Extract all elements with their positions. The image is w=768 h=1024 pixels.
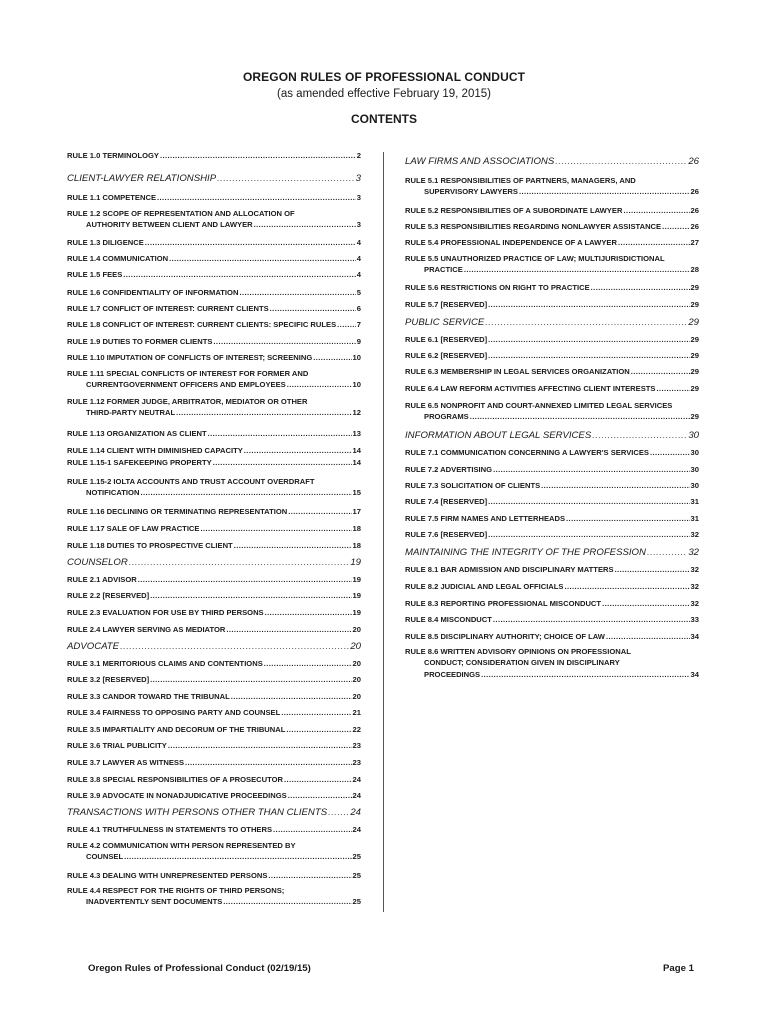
toc-entry	[67, 885, 361, 908]
toc-entry-title: RULE 6.3 MEMBERSHIP IN LEGAL SERVICES ORGANIZATION	[405, 367, 630, 376]
toc-entry	[67, 303, 361, 314]
toc-page-number: 19	[350, 557, 361, 568]
toc-entry	[405, 253, 699, 276]
toc-entry	[405, 205, 699, 216]
dot-leader	[281, 707, 351, 718]
dot-leader	[208, 428, 352, 439]
dot-leader	[157, 192, 356, 203]
dot-leader	[631, 366, 690, 377]
toc-entry-title: RULE 8.1 BAR ADMISSION AND DISCIPLINARY MATTERS	[405, 565, 614, 574]
toc-entry-title: RULE 7.3 SOLICITATION OF CLIENTS	[405, 481, 541, 490]
toc-entry	[405, 529, 699, 540]
toc-entry-title: RULE 5.2 RESPONSIBILITIES OF A SUBORDINATE LAWYER	[405, 206, 623, 215]
dot-leader	[481, 669, 689, 680]
dot-leader	[273, 824, 352, 835]
dot-leader	[150, 674, 351, 685]
toc-entry	[405, 383, 699, 394]
toc-entry-title: RULE 1.0 TERMINOLOGY	[67, 151, 159, 160]
toc-entry	[67, 790, 361, 801]
toc-page-number: 6	[356, 304, 361, 313]
dot-leader	[169, 253, 356, 264]
toc-entry-title: RULE 2.3 EVALUATION FOR USE BY THIRD PERSONS	[67, 608, 264, 617]
toc-page-number: 29	[690, 300, 699, 309]
toc-entry	[405, 464, 699, 475]
dot-leader	[217, 172, 355, 185]
toc-page-number: 20	[352, 659, 361, 668]
toc-entry	[67, 368, 361, 391]
toc-entry-title: RULE 1.15-2 IOLTA ACCOUNTS AND TRUST ACCOUNT OVERDRAFT	[67, 477, 315, 486]
dot-leader	[124, 851, 351, 862]
column-divider	[383, 152, 384, 912]
dot-leader	[239, 287, 355, 298]
page-number: Page 1	[663, 963, 694, 974]
toc-entry	[67, 824, 361, 835]
dot-leader	[168, 740, 352, 751]
dot-leader	[244, 445, 352, 456]
toc-section-heading	[405, 429, 699, 442]
toc-page-number: 33	[690, 615, 699, 624]
toc-entry-title: INADVERTENTLY SENT DOCUMENTS	[86, 897, 223, 907]
toc-page-number: 29	[690, 335, 699, 344]
toc-page-number: 30	[690, 481, 699, 490]
toc-entry	[67, 428, 361, 439]
toc-entry-title: RULE 2.2 [RESERVED]	[67, 591, 150, 600]
toc-entry	[405, 646, 699, 680]
dot-leader	[519, 186, 690, 197]
dot-leader	[213, 457, 352, 468]
toc-entry-title: RULE 1.1 COMPETENCE	[67, 193, 157, 202]
toc-entry-title: CURRENTGOVERNMENT OFFICERS AND EMPLOYEES	[86, 380, 286, 390]
dot-leader	[618, 237, 690, 248]
toc-page-number: 13	[352, 429, 361, 438]
dot-leader	[145, 237, 356, 248]
dot-leader	[488, 350, 689, 361]
dot-leader	[565, 581, 690, 592]
toc-entry-title: RULE 1.13 ORGANIZATION AS CLIENT	[67, 429, 207, 438]
toc-entry	[67, 237, 361, 248]
dot-leader	[488, 334, 689, 345]
toc-entry-title: RULE 1.5 FEES	[67, 270, 123, 279]
dot-leader	[650, 447, 690, 458]
toc-entry-title: RULE 3.2 [RESERVED]	[67, 675, 150, 684]
toc-page-number: 14	[352, 458, 361, 467]
toc-entry-title: RULE 7.2 ADVERTISING	[405, 465, 493, 474]
toc-page-number: 24	[350, 807, 361, 818]
toc-page-number: 26	[690, 222, 699, 231]
toc-entry-title: MAINTAINING THE INTEGRITY OF THE PROFESSION	[405, 547, 646, 558]
toc-entry-title: ADVOCATE	[67, 641, 120, 652]
dot-leader	[485, 316, 687, 329]
dot-leader	[150, 590, 351, 601]
toc-entry	[405, 631, 699, 642]
toc-page-number: 31	[690, 514, 699, 523]
dot-leader	[129, 556, 350, 569]
toc-page-number: 29	[690, 367, 699, 376]
toc-entry-title: RULE 5.6 RESTRICTIONS ON RIGHT TO PRACTICE	[405, 283, 590, 292]
dot-leader	[662, 221, 689, 232]
toc-entry-title: RULE 1.4 COMMUNICATION	[67, 254, 169, 263]
dot-leader	[591, 282, 690, 293]
dot-leader	[234, 540, 352, 551]
toc-entry	[405, 581, 699, 592]
dot-leader	[606, 631, 690, 642]
toc-page-number: 25	[352, 852, 361, 862]
toc-entry-title: RULE 6.2 [RESERVED]	[405, 351, 488, 360]
toc-entry	[67, 336, 361, 347]
toc-entry	[67, 523, 361, 534]
dot-leader	[213, 336, 355, 347]
toc-page-number: 12	[352, 408, 361, 418]
dot-leader	[138, 574, 352, 585]
toc-entry-title: RULE 4.4 RESPECT FOR THE RIGHTS OF THIRD PERSONS;	[67, 886, 285, 895]
toc-entry	[67, 506, 361, 517]
toc-entry-title: RULE 7.5 FIRM NAMES AND LETTERHEADS	[405, 514, 566, 523]
dot-leader	[231, 691, 352, 702]
toc-entry	[405, 480, 699, 491]
dot-leader	[288, 506, 351, 517]
toc-entry	[67, 208, 361, 231]
toc-page-number: 17	[352, 507, 361, 516]
toc-entry-title: RULE 5.4 PROFESSIONAL INDEPENDENCE OF A LAWYER	[405, 238, 617, 247]
toc-page-number: 26	[690, 187, 699, 197]
toc-entry-title: RULE 1.6 CONFIDENTIALITY OF INFORMATION	[67, 288, 239, 297]
dot-leader	[337, 319, 356, 330]
dot-leader	[123, 269, 355, 280]
dot-leader	[656, 383, 689, 394]
toc-entry-title: RULE 5.3 RESPONSIBILITIES REGARDING NONLAWYER ASSISTANCE	[405, 222, 662, 231]
toc-entry	[405, 334, 699, 345]
toc-page-number: 3	[356, 193, 361, 202]
toc-entry-title: RULE 1.18 DUTIES TO PROSPECTIVE CLIENT	[67, 541, 233, 550]
toc-entry	[67, 192, 361, 203]
toc-entry	[67, 352, 361, 363]
toc-page-number: 4	[356, 238, 361, 247]
toc-page-number: 20	[352, 625, 361, 634]
toc-page-number: 30	[690, 448, 699, 457]
toc-page-number: 5	[356, 288, 361, 297]
toc-entry-title: RULE 3.3 CANDOR TOWARD THE TRIBUNAL	[67, 692, 230, 701]
toc-entry-title: RULE 6.4 LAW REFORM ACTIVITIES AFFECTING CLIENT INTERESTS	[405, 384, 656, 393]
toc-page-number: 26	[688, 156, 699, 167]
dot-leader	[566, 513, 690, 524]
toc-entry-title: RULE 3.7 LAWYER AS WITNESS	[67, 758, 185, 767]
toc-entry	[67, 540, 361, 551]
dot-leader	[615, 564, 690, 575]
toc-page-number: 32	[690, 599, 699, 608]
document-subtitle: (as amended effective February 19, 2015)	[277, 88, 491, 100]
toc-page-number: 32	[690, 530, 699, 539]
dot-leader	[140, 487, 351, 498]
toc-entry	[405, 598, 699, 609]
toc-entry	[67, 658, 361, 669]
toc-entry-title: THIRD-PARTY NEUTRAL	[86, 408, 176, 418]
toc-page-number: 27	[690, 238, 699, 247]
toc-entry	[67, 590, 361, 601]
toc-entry-title: RULE 8.6 WRITTEN ADVISORY OPINIONS ON PROFESSIONAL	[405, 647, 631, 656]
toc-page-number: 19	[352, 575, 361, 584]
toc-page-number: 3	[355, 173, 361, 184]
toc-entry	[405, 496, 699, 507]
toc-section-heading	[67, 172, 361, 185]
toc-entry	[405, 564, 699, 575]
toc-entry	[67, 287, 361, 298]
dot-leader	[313, 352, 351, 363]
toc-page-number: 24	[352, 775, 361, 784]
dot-leader	[226, 624, 351, 635]
toc-page-number: 23	[352, 741, 361, 750]
toc-entry	[67, 319, 361, 330]
toc-entry	[67, 150, 361, 161]
toc-page-number: 24	[352, 825, 361, 834]
toc-entry	[405, 237, 699, 248]
toc-section-heading	[405, 316, 699, 329]
dot-leader	[270, 303, 356, 314]
toc-entry-title: RULE 3.8 SPECIAL RESPONSIBILITIES OF A PROSECUTOR	[67, 775, 284, 784]
toc-page-number: 9	[356, 337, 361, 346]
contents-heading: CONTENTS	[351, 112, 417, 126]
toc-entry	[67, 607, 361, 618]
toc-entry	[67, 574, 361, 585]
toc-entry-title: RULE 1.10 IMPUTATION OF CONFLICTS OF INTEREST; SCREENING	[67, 353, 313, 362]
toc-entry-title: RULE 3.5 IMPARTIALITY AND DECORUM OF THE TRIBUNAL	[67, 725, 286, 734]
footer-title: Oregon Rules of Professional Conduct (02/19/15)	[88, 963, 311, 974]
toc-section-heading	[405, 546, 699, 559]
toc-entry	[67, 253, 361, 264]
toc-entry	[405, 513, 699, 524]
toc-entry-title: RULE 7.1 COMMUNICATION CONCERNING A LAWYER'S SERVICES	[405, 448, 649, 457]
toc-entry	[67, 476, 361, 499]
toc-entry-title: COUNSEL	[86, 852, 124, 862]
toc-page-number: 14	[352, 446, 361, 455]
toc-section-heading	[405, 155, 699, 168]
toc-entry	[67, 396, 361, 419]
toc-section-heading	[67, 556, 361, 569]
toc-entry-title: RULE 5.7 [RESERVED]	[405, 300, 488, 309]
dot-leader	[176, 407, 351, 418]
toc-entry-title: RULE 3.9 ADVOCATE IN NONADJUDICATIVE PROCEEDINGS	[67, 791, 287, 800]
toc-page-number: 3	[356, 220, 361, 230]
toc-entry	[405, 400, 699, 423]
toc-entry-title: AUTHORITY BETWEEN CLIENT AND LAWYER	[86, 220, 253, 230]
toc-entry-title: RULE 1.9 DUTIES TO FORMER CLIENTS	[67, 337, 213, 346]
dot-leader	[223, 896, 351, 907]
toc-entry	[67, 674, 361, 685]
dot-leader	[265, 607, 352, 618]
toc-entry-title: RULE 2.1 ADVISOR	[67, 575, 137, 584]
toc-entry	[67, 740, 361, 751]
toc-entry-title: NOTIFICATION	[86, 488, 140, 498]
document-title: OREGON RULES OF PROFESSIONAL CONDUCT	[242, 70, 526, 84]
toc-entry-title: RULE 8.3 REPORTING PROFESSIONAL MISCONDUCT	[405, 599, 602, 608]
dot-leader	[268, 870, 351, 881]
toc-entry-title: PROCEEDINGS	[424, 669, 481, 679]
toc-entry-title: RULE 8.4 MISCONDUCT	[405, 615, 492, 624]
dot-leader	[160, 150, 356, 161]
dot-leader	[555, 155, 687, 168]
toc-entry	[405, 221, 699, 232]
toc-entry	[67, 691, 361, 702]
toc-entry	[67, 457, 361, 468]
dot-leader	[185, 757, 352, 768]
toc-entry-title: RULE 4.3 DEALING WITH UNREPRESENTED PERSONS	[67, 871, 268, 880]
toc-entry	[67, 624, 361, 635]
dot-leader	[120, 640, 349, 653]
toc-entry	[405, 614, 699, 625]
toc-page-number: 21	[352, 708, 361, 717]
toc-entry	[67, 724, 361, 735]
toc-entry-title: SUPERVISORY LAWYERS	[424, 187, 518, 197]
toc-entry-title: PUBLIC SERVICE	[405, 317, 485, 328]
toc-entry-title: RULE 7.6 [RESERVED]	[405, 530, 488, 539]
dot-leader	[488, 299, 689, 310]
toc-page-number: 29	[690, 412, 699, 422]
toc-entry	[67, 707, 361, 718]
toc-entry	[405, 282, 699, 293]
toc-page-number: 30	[688, 430, 699, 441]
toc-entry	[67, 269, 361, 280]
dot-leader	[284, 774, 352, 785]
toc-entry-title: LAW FIRMS AND ASSOCIATIONS	[405, 156, 555, 167]
toc-entry	[67, 870, 361, 881]
toc-section-heading	[67, 806, 361, 819]
toc-entry	[405, 299, 699, 310]
toc-entry	[405, 175, 699, 198]
toc-entry-title: INFORMATION ABOUT LEGAL SERVICES	[405, 430, 592, 441]
dot-leader	[200, 523, 351, 534]
toc-entry-title: RULE 1.7 CONFLICT OF INTEREST: CURRENT CLIENTS	[67, 304, 269, 313]
toc-page-number: 7	[356, 320, 361, 329]
toc-entry-title: RULE 8.5 DISCIPLINARY AUTHORITY; CHOICE OF LAW	[405, 632, 605, 641]
toc-page-number: 29	[688, 317, 699, 328]
toc-page-number: 29	[690, 384, 699, 393]
toc-page-number: 22	[352, 725, 361, 734]
toc-page-number: 19	[352, 608, 361, 617]
toc-entry-title: RULE 1.16 DECLINING OR TERMINATING REPRESENTATION	[67, 507, 288, 516]
toc-entry-title: RULE 7.4 [RESERVED]	[405, 497, 488, 506]
toc-page-number: 32	[690, 565, 699, 574]
toc-entry-title: RULE 1.2 SCOPE OF REPRESENTATION AND ALLOCATION OF	[67, 209, 295, 218]
toc-entry-title: COUNSELOR	[67, 557, 128, 568]
dot-leader	[541, 480, 689, 491]
dot-leader	[464, 264, 690, 275]
dot-leader	[328, 806, 349, 819]
toc-entry-title: RULE 1.11 SPECIAL CONFLICTS OF INTEREST FOR FORMER AND	[67, 369, 309, 378]
toc-entry-title: RULE 4.2 COMMUNICATION WITH PERSON REPRESENTED BY	[67, 841, 296, 850]
dot-leader	[493, 464, 689, 475]
toc-page-number: 29	[690, 351, 699, 360]
toc-page-number: 18	[352, 524, 361, 533]
dot-leader	[623, 205, 689, 216]
dot-leader	[488, 496, 689, 507]
toc-entry-title: RULE 6.5 NONPROFIT AND COURT-ANNEXED LIMITED LEGAL SERVICES	[405, 401, 673, 410]
toc-page-number: 34	[690, 669, 699, 679]
toc-entry	[405, 447, 699, 458]
dot-leader	[647, 546, 687, 559]
toc-page-number: 20	[352, 692, 361, 701]
toc-page-number: 29	[690, 283, 699, 292]
toc-page-number: 25	[352, 897, 361, 907]
dot-leader	[287, 379, 352, 390]
dot-leader	[254, 219, 356, 230]
toc-page-number: 20	[350, 641, 361, 652]
toc-entry-title: RULE 3.6 TRIAL PUBLICITY	[67, 741, 167, 750]
dot-leader	[286, 724, 351, 735]
toc-page-number: 28	[690, 265, 699, 275]
toc-entry-title: RULE 1.3 DILIGENCE	[67, 238, 144, 247]
toc-entry-title: CLIENT-LAWYER RELATIONSHIP	[67, 173, 217, 184]
toc-entry-title: RULE 1.17 SALE OF LAW PRACTICE	[67, 524, 200, 533]
toc-page-number: 30	[690, 465, 699, 474]
dot-leader	[488, 529, 689, 540]
toc-entry-title: RULE 6.1 [RESERVED]	[405, 335, 488, 344]
toc-entry-title: RULE 1.15-1 SAFEKEEPING PROPERTY	[67, 458, 212, 467]
toc-entry	[67, 840, 361, 863]
toc-entry-title: RULE 3.1 MERITORIOUS CLAIMS AND CONTENTIONS	[67, 659, 263, 668]
toc-entry	[67, 445, 361, 456]
toc-page-number: 23	[352, 758, 361, 767]
toc-entry-title: RULE 1.12 FORMER JUDGE, ARBITRATOR, MEDIATOR OR OTHER	[67, 397, 308, 406]
toc-entry	[67, 774, 361, 785]
toc-entry-title: RULE 1.14 CLIENT WITH DIMINISHED CAPACITY	[67, 446, 243, 455]
toc-entry-title: CONDUCT; CONSIDERATION GIVEN IN DISCIPLINARY	[424, 658, 620, 668]
dot-leader	[288, 790, 352, 801]
toc-entry-title: RULE 4.1 TRUTHFULNESS IN STATEMENTS TO OTHERS	[67, 825, 273, 834]
toc-page-number: 20	[352, 675, 361, 684]
toc-entry-title: RULE 5.1 RESPONSIBILITIES OF PARTNERS, MANAGERS, AND	[405, 176, 636, 185]
dot-leader	[592, 429, 687, 442]
toc-entry-title: PROGRAMS	[424, 412, 469, 422]
toc-page-number: 31	[690, 497, 699, 506]
toc-section-heading	[67, 640, 361, 653]
toc-entry-title: RULE 3.4 FAIRNESS TO OPPOSING PARTY AND COUNSEL	[67, 708, 281, 717]
toc-entry	[405, 350, 699, 361]
toc-entry-title: RULE 8.2 JUDICIAL AND LEGAL OFFICIALS	[405, 582, 564, 591]
toc-entry-title: RULE 1.8 CONFLICT OF INTEREST: CURRENT CLIENTS: SPECIFIC RULES	[67, 320, 337, 329]
toc-page-number: 25	[352, 871, 361, 880]
toc-page-number: 32	[690, 582, 699, 591]
toc-page-number: 10	[352, 353, 361, 362]
toc-page-number: 18	[352, 541, 361, 550]
dot-leader	[264, 658, 352, 669]
dot-leader	[493, 614, 690, 625]
toc-entry	[67, 757, 361, 768]
toc-page-number: 19	[352, 591, 361, 600]
toc-page-number: 34	[690, 632, 699, 641]
toc-entry-title: TRANSACTIONS WITH PERSONS OTHER THAN CLIENTS	[67, 807, 328, 818]
toc-page-number: 10	[352, 380, 361, 390]
toc-entry-title: RULE 2.4 LAWYER SERVING AS MEDIATOR	[67, 625, 226, 634]
toc-entry	[405, 366, 699, 377]
toc-page-number: 15	[352, 488, 361, 498]
toc-page-number: 32	[688, 547, 699, 558]
toc-page-number: 26	[690, 206, 699, 215]
toc-page-number: 2	[356, 151, 361, 160]
toc-entry-title: RULE 5.5 UNAUTHORIZED PRACTICE OF LAW; MULTIJURISDICTIONAL	[405, 254, 665, 263]
toc-page-number: 4	[356, 254, 361, 263]
toc-page-number: 4	[356, 270, 361, 279]
dot-leader	[602, 598, 689, 609]
toc-page-number: 24	[352, 791, 361, 800]
dot-leader	[470, 411, 690, 422]
toc-entry-title: PRACTICE	[424, 265, 463, 275]
